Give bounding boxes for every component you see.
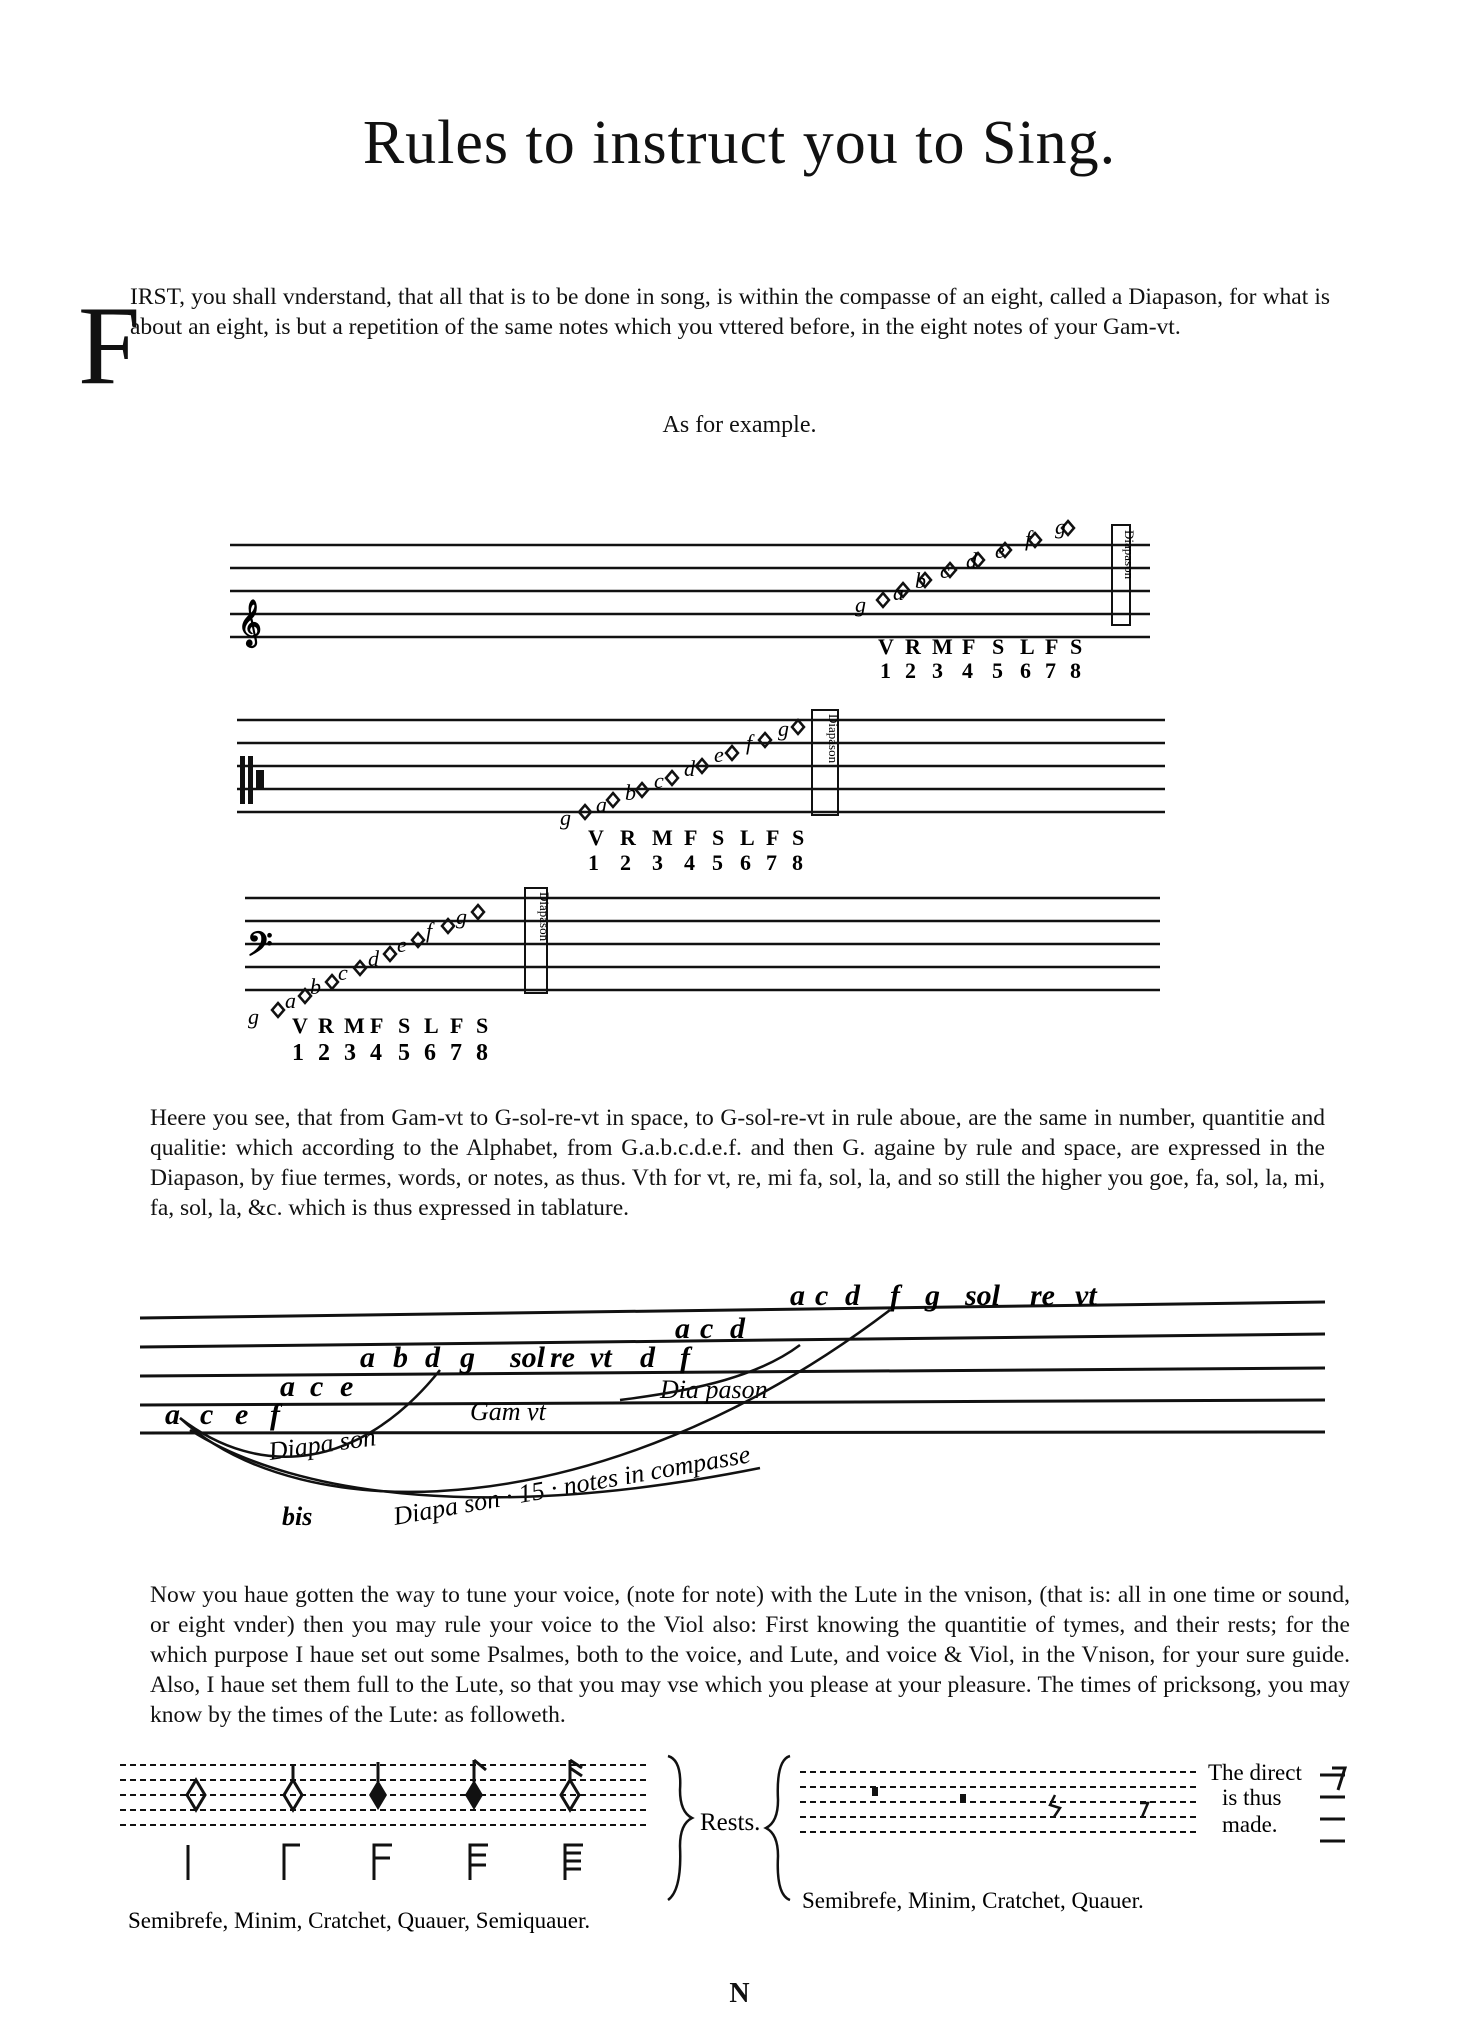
tab-top-1: c xyxy=(815,1279,829,1312)
svg-text:F: F xyxy=(962,634,976,659)
tab-top-4: g xyxy=(925,1279,940,1312)
svg-text:F: F xyxy=(450,1013,464,1038)
svg-text:3: 3 xyxy=(932,658,943,683)
svg-text:8: 8 xyxy=(476,1040,488,1066)
svg-text:g: g xyxy=(855,592,866,617)
page-signature: N xyxy=(729,1978,750,2009)
page-title: Rules to instruct you to Sing. xyxy=(362,109,1117,177)
svg-text:e: e xyxy=(995,538,1005,563)
tab-bottom-0: a xyxy=(165,1398,180,1431)
tab-bottom-2: e xyxy=(235,1398,249,1431)
paragraph-three: Now you haue gotten the way to tune your voice, (note for note) with the Lute in the vnison, (that is: all in one time or sound, or eight vnder) then you may rule your voice to the Viol also: First knowing the quantitie of tymes, and their rests; for the which purpose I haue set out some Psalmes, both to the voice, and Lute, and voice & Viol, in the Vnison, for your sure guide. Also, I haue set them full to the Lute, so that you may vse which you please at your pleasure. The times of pricksong, you may know by the times of the Lute: as followeth. xyxy=(150,1582,1350,1728)
svg-text:F: F xyxy=(370,1013,384,1038)
tab-bottom-1: c xyxy=(200,1398,214,1431)
svg-text:d: d xyxy=(684,756,695,781)
svg-text:4: 4 xyxy=(962,658,973,683)
g-clef-icon: 𝄞 xyxy=(238,600,262,645)
svg-text:The direct: The direct xyxy=(1208,1760,1302,1785)
svg-text:F: F xyxy=(766,825,780,850)
svg-text:b: b xyxy=(915,568,926,593)
svg-text:6: 6 xyxy=(424,1040,436,1066)
svg-text:7: 7 xyxy=(450,1040,462,1066)
box-label: Diapason xyxy=(537,892,552,942)
svg-text:8: 8 xyxy=(792,850,803,875)
paragraph-two: Heere you see, that from Gam-vt to G-sol-re-vt in space, to G-sol-re-vt in rule aboue, are the same in number, quantitie and qualitie: which according to the Alphabet, from G.a.b.c.d.e.f. and then G. againe by rule and space, are expressed in the Diapason, by fiue termes, words, or notes, as thus. Vth for vt, re, mi fa, sol, la, and so still the higher you goe, fa, sol, la, mi, fa, sol, la, &c. which is thus expressed in tablature. xyxy=(150,1105,1325,1221)
svg-text:f: f xyxy=(426,918,433,943)
svg-text:L: L xyxy=(424,1013,439,1038)
svg-text:b: b xyxy=(310,974,321,999)
tab-mid-8: f xyxy=(680,1341,690,1374)
svg-text:a: a xyxy=(893,580,904,605)
tab-mid-3: g xyxy=(460,1341,475,1374)
tab-top-2: d xyxy=(845,1279,860,1312)
tab-top-7: vt xyxy=(1075,1279,1097,1312)
svg-text:R: R xyxy=(318,1013,334,1038)
svg-text:2: 2 xyxy=(620,850,631,875)
svg-text:e: e xyxy=(397,932,407,957)
tab-mid-4: sol xyxy=(510,1341,546,1374)
direct-sign-icon xyxy=(1320,1768,1345,1841)
diapason-label-left: Diapa son xyxy=(266,1422,378,1466)
lute-time-signs xyxy=(188,1845,583,1880)
svg-text:6: 6 xyxy=(1020,658,1031,683)
rests-label: Rests. xyxy=(700,1809,761,1836)
f-clef-icon: 𝄢 xyxy=(247,926,273,971)
svg-text:g: g xyxy=(456,904,467,929)
svg-text:1: 1 xyxy=(588,850,599,875)
tab-mid-1: b xyxy=(393,1341,408,1374)
crotchet-rest-icon xyxy=(1050,1795,1060,1817)
rests-caption: Semibrefe, Minim, Cratchet, Quauer. xyxy=(802,1888,1144,1913)
svg-text:S: S xyxy=(476,1013,489,1038)
svg-text:g: g xyxy=(248,1004,259,1029)
compass-label: Diapa son · 15 · notes in compasse xyxy=(391,1439,753,1531)
svg-text:c: c xyxy=(940,558,950,583)
tab-lower-0: a xyxy=(280,1370,295,1403)
diapason-label-right: Dia pason xyxy=(660,1375,768,1404)
svg-text:5: 5 xyxy=(712,850,723,875)
crotchet-note-icon xyxy=(369,1780,387,1810)
note-values-caption: Semibrefe, Minim, Cratchet, Quauer, Semiquauer. xyxy=(128,1908,591,1933)
svg-text:e: e xyxy=(714,742,724,767)
svg-text:g: g xyxy=(560,805,571,830)
tab-top-3: f xyxy=(890,1279,900,1312)
svg-text:S: S xyxy=(792,825,805,850)
svg-text:is thus: is thus xyxy=(1222,1785,1282,1810)
svg-text:S: S xyxy=(712,825,725,850)
svg-text:F: F xyxy=(1045,634,1059,659)
tab-mid-0: a xyxy=(360,1341,375,1374)
tab-mid-right-2: d xyxy=(730,1312,745,1345)
tab-mid-5: re xyxy=(550,1341,575,1374)
tab-mid-right-1: c xyxy=(700,1312,714,1345)
tab-mid-2: d xyxy=(425,1341,440,1374)
svg-text:V: V xyxy=(878,634,894,659)
tab-top-0: a xyxy=(790,1279,805,1312)
svg-text:M: M xyxy=(652,825,673,850)
svg-text:g: g xyxy=(1055,514,1066,539)
svg-text:3: 3 xyxy=(652,850,663,875)
svg-text:d: d xyxy=(966,548,977,573)
svg-text:6: 6 xyxy=(740,850,751,875)
svg-text:V: V xyxy=(588,825,604,850)
svg-text:5: 5 xyxy=(398,1040,410,1066)
tab-mid-right-0: a xyxy=(675,1312,690,1345)
svg-text:7: 7 xyxy=(766,850,777,875)
svg-text:f: f xyxy=(746,730,753,755)
semibreve-rest-icon xyxy=(872,1787,878,1796)
svg-text:f: f xyxy=(1025,526,1032,551)
tab-lower-1: c xyxy=(310,1370,324,1403)
intro-paragraph: IRST, you shall vnderstand, that all that is to be done in song, is within the compasse of an eight, called a Diapason, for what is about an eight, is but a repetition of the same notes which you vttered before, in the eight notes of your Gam-vt. xyxy=(130,284,1330,340)
svg-text:g: g xyxy=(778,716,789,741)
example-heading: As for example. xyxy=(662,412,817,438)
direct-label xyxy=(1208,1760,1302,1837)
svg-text:4: 4 xyxy=(684,850,695,875)
svg-text:S: S xyxy=(398,1013,411,1038)
svg-text:1: 1 xyxy=(880,658,891,683)
svg-text:L: L xyxy=(740,825,755,850)
svg-text:R: R xyxy=(905,634,921,659)
minim-rest-icon xyxy=(960,1794,966,1802)
svg-text:c: c xyxy=(338,960,348,985)
tab-top-5: sol xyxy=(965,1279,1001,1312)
svg-text:M: M xyxy=(932,634,953,659)
tab-top-6: re xyxy=(1030,1279,1055,1312)
drop-cap: F xyxy=(78,284,141,408)
svg-text:made.: made. xyxy=(1222,1812,1278,1837)
box-label: Diapason xyxy=(826,714,841,764)
bis-label: bis xyxy=(282,1502,313,1531)
svg-text:2: 2 xyxy=(318,1040,330,1066)
svg-text:a: a xyxy=(596,792,607,817)
svg-text:L: L xyxy=(1020,634,1035,659)
quaver-rest-icon xyxy=(1140,1803,1148,1817)
note-shapes xyxy=(187,1760,582,1810)
svg-text:F: F xyxy=(684,825,698,850)
svg-text:4: 4 xyxy=(370,1040,382,1066)
brace-right-icon xyxy=(766,1756,790,1900)
gamut-label: Gam vt xyxy=(470,1397,546,1426)
svg-text:8: 8 xyxy=(1070,658,1081,683)
svg-text:b: b xyxy=(625,780,636,805)
svg-text:S: S xyxy=(992,634,1005,659)
svg-text:S: S xyxy=(1070,634,1083,659)
box-label: Diapason xyxy=(1122,530,1137,580)
svg-text:V: V xyxy=(292,1013,308,1038)
tab-mid-6: vt xyxy=(590,1341,612,1374)
svg-text:7: 7 xyxy=(1045,658,1056,683)
brace-left-icon xyxy=(668,1756,692,1900)
svg-text:d: d xyxy=(368,946,379,971)
quaver-note-icon xyxy=(465,1780,483,1810)
svg-text:1: 1 xyxy=(292,1040,304,1066)
svg-text:2: 2 xyxy=(905,658,916,683)
svg-text:R: R xyxy=(620,825,636,850)
svg-text:a: a xyxy=(285,988,296,1013)
svg-text:c: c xyxy=(654,768,664,793)
svg-text:M: M xyxy=(344,1013,365,1038)
svg-text:3: 3 xyxy=(344,1040,356,1066)
tab-bottom-3: f xyxy=(270,1398,280,1431)
tab-mid-7: d xyxy=(640,1341,655,1374)
svg-text:5: 5 xyxy=(992,658,1003,683)
tab-lower-2: e xyxy=(340,1370,354,1403)
